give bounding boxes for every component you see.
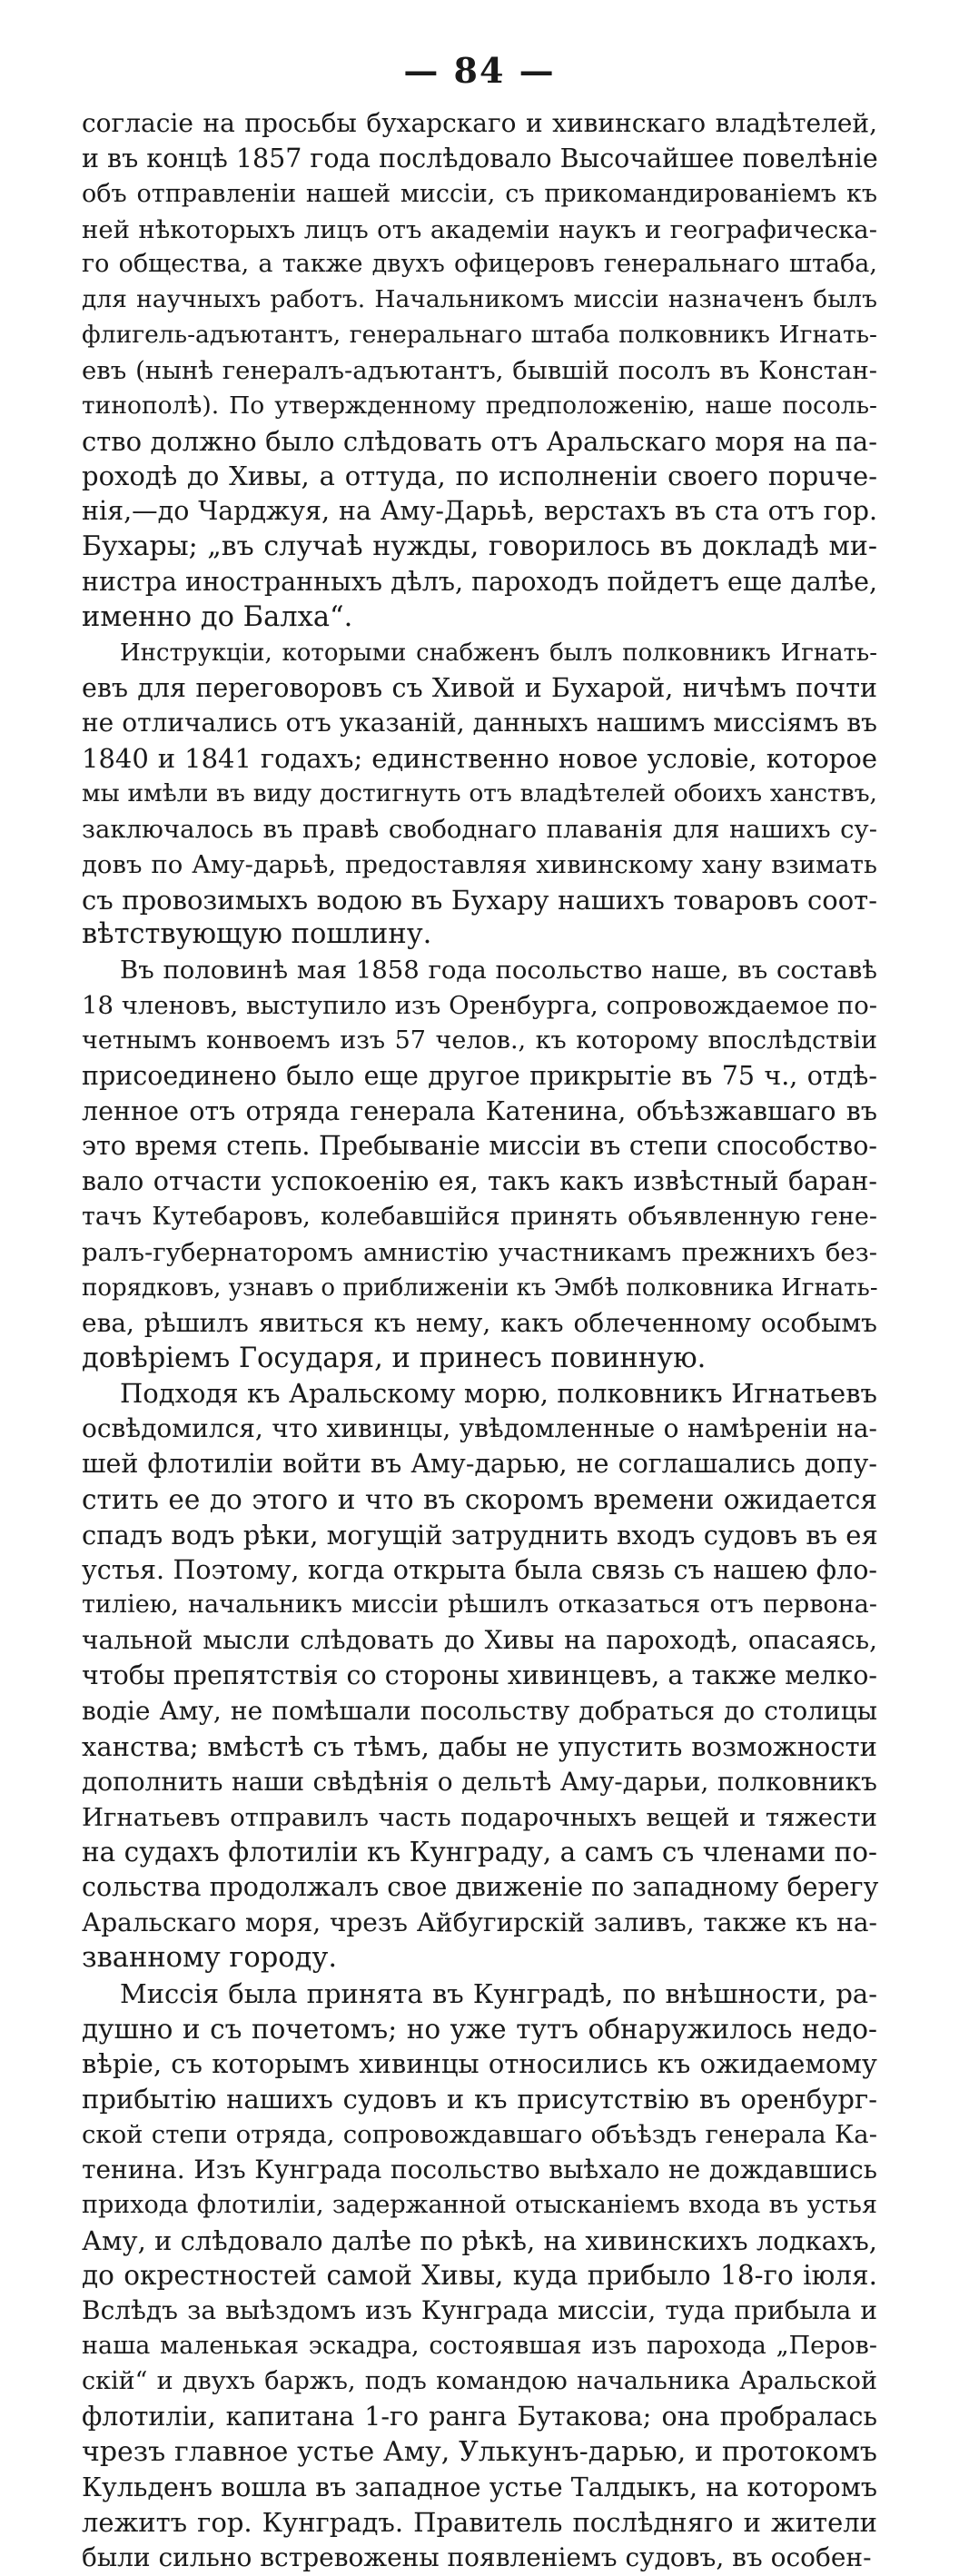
- text-line: спадъ водъ рѣки, могущій затруднить входъ судовъ въ ея: [82, 1519, 878, 1551]
- text-line: Миссія была принята въ Кунградѣ, по внѣшности, ра-: [120, 1977, 877, 2009]
- text-line: на судахъ флотиліи къ Кунграду, а самъ съ членами по-: [82, 1837, 877, 1868]
- text-line: съ провозимыхъ водою въ Бухару нашихъ товаровъ соот-: [82, 884, 877, 916]
- text-line: и въ концѣ 1857 года послѣдовало Высочайшее повелѣніе: [82, 143, 878, 173]
- text-line: Аму, и слѣдовало далѣе по рѣкѣ, на хивинскихъ лодкахъ,: [82, 2224, 877, 2256]
- text-line: ней нѣкоторыхъ лицъ отъ академіи наукъ и географическа-: [82, 214, 877, 244]
- text-line: ской степи отряда, сопровождавшаго объѣздъ генерала Ка-: [82, 2120, 877, 2150]
- text-line: освѣдомился, что хивинцы, увѣдомленные о намѣреніи на-: [82, 1413, 877, 1444]
- text-line: были сильно встревожены появленіемъ судовъ, въ особен-: [82, 2542, 872, 2573]
- text-line: для научныхъ работъ. Начальникомъ миссіи назначенъ былъ: [82, 285, 877, 314]
- text-line: чрезъ главное устье Аму, Улькунъ-дарью, и протокомъ: [82, 2435, 877, 2468]
- text-line: званному городу.: [82, 1941, 338, 1974]
- text-line: вѣтствующую пошлину.: [82, 918, 432, 951]
- text-line: душно и съ почетомъ; но уже тутъ обнаружилось недо-: [82, 2013, 877, 2045]
- text-line: водіе Аму, не помѣшали посольству добраться до столицы: [82, 1695, 877, 1726]
- text-line: роходѣ до Хивы, а оттуда, по исполненіи своего порuче-: [82, 461, 877, 492]
- text-line: четнымъ конвоемъ изъ 57 челов., къ которому впослѣдствіи: [82, 1025, 877, 1055]
- text-line: евъ для переговоровъ съ Хивой и Бухарой, ничѣмъ почти: [82, 672, 877, 703]
- text-line: чальной мысли слѣдовать до Хивы на пароходѣ, опасаясь,: [82, 1625, 877, 1656]
- text-line: вало отчасти успокоенію ея, такъ какъ извѣстный баран-: [82, 1166, 877, 1197]
- page-number: — 84 —: [403, 50, 556, 91]
- text-line: Подходя къ Аральскому морю, полковникъ Игнатьевъ: [120, 1378, 877, 1410]
- text-line: порядковъ, узнавъ о приближеніи къ Эмбѣ полковника Игнать-: [82, 1273, 878, 1302]
- text-line: Аральскаго моря, чрезъ Айбугирскій заливъ, также къ на-: [82, 1907, 877, 1938]
- text-line: ство должно было слѣдовать отъ Аральскаго моря на па-: [82, 425, 877, 457]
- text-line: Инструкціи, которыми снабженъ былъ полковникъ Игнать-: [120, 639, 877, 667]
- text-line: евъ (нынѣ генералъ-адъютантъ, бывшій посолъ въ Констан-: [82, 355, 877, 385]
- text-line: стить ее до этого и что въ скоромъ времени ожидается: [82, 1483, 877, 1515]
- text-line: не отличались отъ указаній, данныхъ нашимъ миссіямъ въ: [82, 708, 877, 738]
- text-line: присоединено было еще другое прикрытіе въ 75 ч., отдѣ-: [82, 1060, 877, 1091]
- text-line: довѣріемъ Государя, и принесъ повинную.: [82, 1342, 707, 1374]
- paragraph: [82, 106, 877, 636]
- text-line: ханства; вмѣстѣ съ тѣмъ, дабы не упустить возможности: [82, 1730, 877, 1762]
- text-line: именно до Балха“.: [82, 600, 353, 633]
- text-line: ленное отъ отряда генерала Катенина, объѣзжавшаго въ: [82, 1095, 877, 1126]
- text-line: скій“ и двухъ баржъ, подъ командою начальника Аральской: [82, 2367, 877, 2395]
- text-line: Бухары; „въ случаѣ нужды, говорилось въ докладѣ ми-: [82, 530, 877, 563]
- paragraph: [82, 953, 877, 1376]
- text-line: 18 членовъ, выступило изъ Оренбурга, сопровождаемое по-: [82, 991, 878, 1021]
- text-line: тенина. Изъ Кунграда посольство выѣхало не дождавшись: [82, 2154, 877, 2185]
- paragraph: [82, 636, 877, 954]
- text-line: лежитъ гор. Кунградъ. Правитель послѣдняго и жители: [82, 2507, 877, 2539]
- text-line: довъ по Аму-дарьѣ, предоставляя хивинскому хану взимать: [82, 849, 877, 879]
- text-line: вѣріе, съ которымъ хивинцы относились къ ожидаемому: [82, 2048, 877, 2080]
- text-line: дополнить наши свѣдѣнія о дельтѣ Аму-дарьи, полковникъ: [82, 1766, 877, 1797]
- text-line: до окрестностей самой Хивы, куда прибыло 18-го іюля.: [82, 2260, 877, 2292]
- text-line: тинополѣ). По утвержденному предположенію, наше посоль-: [82, 391, 877, 420]
- text-line: согласіе на просьбы бухарскаго и хивинскаго владѣтелей,: [82, 108, 877, 138]
- text-line: тиліею, начальникъ миссіи рѣшилъ отказаться отъ первона-: [82, 1590, 877, 1620]
- text-line: Игнатьевъ отправилъ часть подарочныхъ вещей и тяжести: [82, 1802, 877, 1832]
- text-line: наша маленькая эскадра, состоявшая изъ парохода „Перов-: [82, 2332, 877, 2361]
- text-line: флотиліи, капитана 1-го ранга Бутакова; она пробралась: [82, 2401, 877, 2432]
- text-line: ева, рѣшилъ явиться къ нему, какъ облеченному особымъ: [82, 1307, 877, 1338]
- text-line: мы имѣли въ виду достигнуть отъ владѣтелей обоихъ ханствъ,: [82, 779, 877, 808]
- text-line: объ отправленіи нашей миссіи, съ прикомандированіемъ къ: [82, 179, 877, 208]
- body-text: [82, 106, 877, 2576]
- text-line: это время степь. Пребываніе миссіи въ степи способство-: [82, 1131, 877, 1162]
- text-line: нія,—до Чарджуя, на Аму-Дарьѣ, верстахъ въ ста отъ гор.: [82, 496, 877, 527]
- text-line: Въ половинѣ мая 1858 года посольство наше, въ составѣ: [120, 956, 877, 986]
- text-line: го общества, а также двухъ офицеровъ генеральнаго штаба,: [82, 250, 877, 279]
- text-line: чтобы препятствія со стороны хивинцевъ, а также мелко-: [82, 1660, 877, 1691]
- text-line: заключалось въ правѣ свободнаго плаванія для нашихъ су-: [82, 814, 877, 844]
- text-line: ралъ-губернаторомъ амнистію участникамъ прежнихъ без-: [82, 1238, 877, 1267]
- text-line: шей флотиліи войти въ Аму-дарью, не соглашались допу-: [82, 1449, 877, 1480]
- text-line: тачъ Кутебаровъ, колебавшійся принять объявленную гене-: [82, 1203, 877, 1232]
- text-line: сольства продолжалъ свое движеніе по западному берегу: [82, 1872, 879, 1903]
- text-line: прибытію нашихъ судовъ и къ присутствію въ оренбург-: [82, 2084, 877, 2115]
- paragraph: [82, 1977, 877, 2576]
- text-line: нистра иностранныхъ дѣлъ, пароходъ пойдетъ еще далѣе,: [82, 566, 878, 597]
- text-line: флигель-адъютантъ, генеральнаго штаба полковникъ Игнать-: [82, 321, 877, 350]
- paragraph: [82, 1376, 877, 1976]
- text-line: устья. Поэтому, когда открыта была связь съ нашею фло-: [82, 1554, 877, 1585]
- text-line: Кульденъ вошла въ западное устье Талдыкъ, на которомъ: [82, 2472, 877, 2502]
- text-line: 1840 и 1841 годахъ; единственно новое условіе, которое: [82, 743, 877, 775]
- text-line: прихода флотиліи, задержанной отысканіемъ входа въ устья: [82, 2190, 877, 2219]
- text-line: Вслѣдъ за выѣздомъ изъ Кунграда миссіи, туда прибыла и: [82, 2295, 877, 2326]
